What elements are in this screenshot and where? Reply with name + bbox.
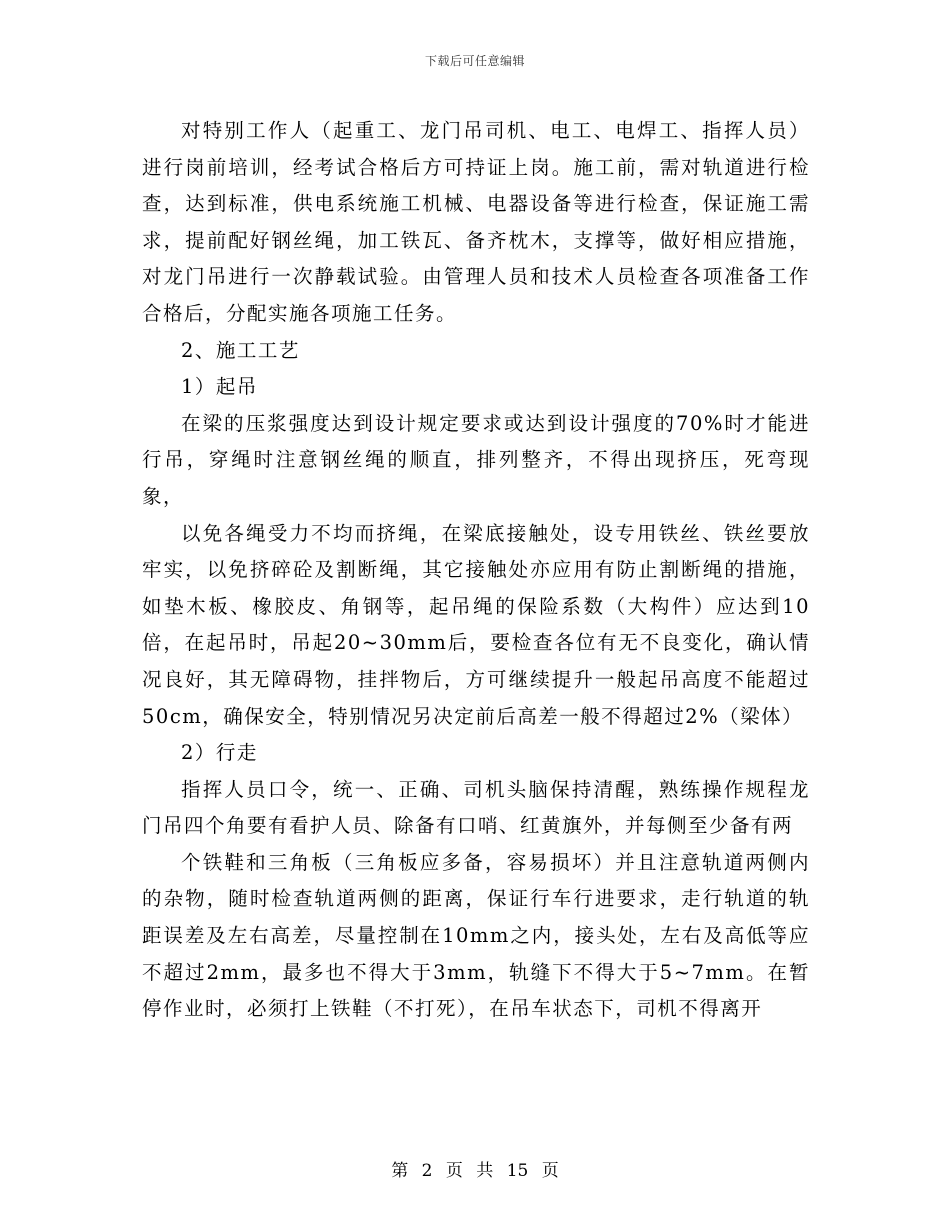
paragraph-lifting-conditions: 在梁的压浆强度达到设计规定要求或达到设计强度的70%时才能进行吊，穿绳时注意钢丝绳的顺直，排列整齐，不得出现挤压，死弯现象， <box>142 411 810 508</box>
document-body <box>142 113 810 1028</box>
footer-total-word: 共 <box>476 1161 494 1181</box>
footer-total-pages: 15 <box>506 1161 529 1181</box>
page-header: 下载后可任意编辑 <box>424 54 525 68</box>
subsection-heading-lifting: 1）起吊 <box>181 375 258 399</box>
footer-suffix: 页 <box>541 1161 559 1181</box>
paragraph-travel-command: 指挥人员口令，统一、正确、司机头脑保持清醒，熟练操作规程龙门吊四个角要有看护人员、除备有口哨、红黄旗外，并每侧至少备有两 <box>142 777 810 838</box>
footer-page-word: 页 <box>445 1161 463 1181</box>
section-heading-process: 2、施工工艺 <box>181 338 300 362</box>
page-footer <box>0 1156 950 1181</box>
footer-current-page: 2 <box>421 1161 433 1181</box>
paragraph-training: 对特别工作人（起重工、龙门吊司机、电工、电焊工、指挥人员）进行岗前培训，经考试合格后方可持证上岗。施工前，需对轨道进行检查，达到标准，供电系统施工机械、电器设备等进行检查，保证施工需求，提前配好钢丝绳，加工铁瓦、备齐枕木，支撑等，做好相应措施，对龙门吊进行一次静载试验。由管理人员和技术人员检查各项准备工作合格后，分配实施各项施工任务。 <box>142 119 810 325</box>
paragraph-lifting-details: 以免各绳受力不均而挤绳，在梁底接触处，设专用铁丝、铁丝要放牢实，以免挤碎砼及割断绳，其它接触处亦应用有防止割断绳的措施，如垫木板、橡胶皮、角钢等，起吊绳的保险系数（大构件）应达到10倍，在起吊时，吊起20~30mm后，要检查各位有无不良变化，确认情况良好，其无障碍物，挂拌物后，方可继续提升一般起吊高度不能超过50cm，确保安全，特别情况另决定前后高差一般不得超过2%（梁体） <box>142 521 810 728</box>
footer-prefix: 第 <box>391 1161 409 1181</box>
subsection-heading-travel: 2）行走 <box>181 741 258 765</box>
paragraph-travel-details: 个铁鞋和三角板（三角板应多备，容易损坏）并且注意轨道两侧内的杂物，随时检查轨道两侧的距离，保证行车行进要求，走行轨道的轨距误差及左右高差，尽量控制在10mm之内，接头处，左右及高低等应不超过2mm，最多也不得大于3mm，轨缝下不得大于5~7mm。在暂停作业时，必须打上铁鞋（不打死），在吊车状态下，司机不得离开 <box>142 850 810 1021</box>
